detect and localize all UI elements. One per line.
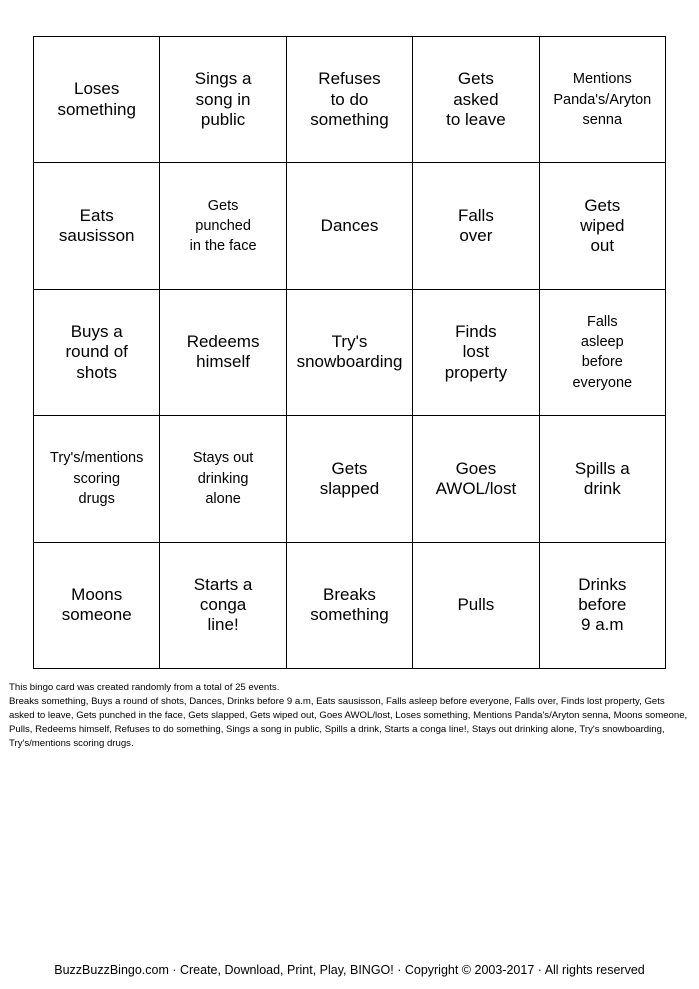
bingo-cell-r2-c1	[34, 163, 160, 289]
bingo-cell-r1-c5	[540, 37, 666, 163]
bingo-cell-r2-c2	[160, 163, 286, 289]
bingo-cell-text: Redeems himself	[186, 332, 260, 372]
bingo-cell-r5-c5	[540, 543, 666, 669]
site-footer: BuzzBuzzBingo.com · Create, Download, Print, Play, BINGO! · Copyright © 2003-2017 · All rights reserved	[54, 963, 645, 977]
bingo-cell-r1-c2	[160, 37, 286, 163]
bingo-cell-text: Sings a song in public	[194, 69, 252, 129]
footnote-events-list: Breaks something, Buys a round of shots, Dances, Drinks before 9 a.m, Eats sausisson, Falls asleep before everyone, Falls over, Finds lost property, Gets asked to leave, Gets punched in the face, Gets slapped, Gets wiped out, Goes AWOL/lost, Loses something, Mentions Panda's/Aryton senna, Moons someone, Pulls, Redeems himself, Refuses to do something, Sings a song in public, Spills a drink, Starts a conga line!, Stays out drinking alone, Try's snowboarding, Try's/mentions scoring drugs.	[9, 696, 688, 749]
bingo-cell-text: Eats sausisson	[58, 205, 135, 246]
bingo-cell-r3-c4	[413, 290, 539, 416]
bingo-cell-text: Refuses to do something	[310, 69, 389, 129]
bingo-cell-r4-c4	[413, 416, 539, 542]
bingo-cell-r3-c1	[34, 290, 160, 416]
bingo-cell-r3-c3	[287, 290, 413, 416]
bingo-cell-text: Breaks something	[310, 584, 389, 625]
bingo-cell-text: Pulls	[457, 595, 495, 615]
bingo-cell-text: Moons someone	[61, 584, 132, 625]
bingo-cell-text: Finds lost property	[444, 321, 508, 382]
bingo-cell-text: Drinks before 9 a.m	[578, 574, 627, 635]
bingo-cell-text: Try's/mentions scoring drugs	[50, 450, 144, 508]
bingo-cell-r3-c2	[160, 290, 286, 416]
bingo-cell-r4-c3	[287, 416, 413, 542]
bingo-cell-r1-c4	[413, 37, 539, 163]
bingo-cell-r3-c5	[540, 290, 666, 416]
bingo-cell-text: Goes AWOL/lost	[435, 458, 517, 498]
bingo-cell-r4-c5	[540, 416, 666, 542]
bingo-cell-text: Starts a conga line!	[193, 574, 253, 635]
bingo-cell-r2-c5	[540, 163, 666, 289]
footnote-intro: This bingo card was created randomly from a total of 25 events.	[9, 682, 280, 693]
bingo-cell-text: Gets asked to leave	[446, 69, 506, 129]
bingo-card-grid	[33, 36, 666, 669]
bingo-cell-text: Try's snowboarding	[296, 332, 403, 372]
bingo-cell-r5-c2	[160, 543, 286, 669]
bingo-cell-text: Mentions Panda's/Aryton senna	[553, 71, 652, 128]
bingo-cell-r5-c1	[34, 543, 160, 669]
bingo-cell-r5-c4	[413, 543, 539, 669]
bingo-cell-r4-c1	[34, 416, 160, 542]
card-footnote	[9, 681, 689, 751]
bingo-cell-text: Falls over	[457, 205, 494, 246]
bingo-cell-text: Spills a drink	[574, 458, 630, 498]
bingo-cell-text: Gets slapped	[319, 458, 380, 498]
bingo-cell-text: Stays out drinking alone	[192, 450, 254, 508]
bingo-cell-text: Loses something	[57, 79, 136, 119]
bingo-cell-r4-c2	[160, 416, 286, 542]
bingo-cell-text: Buys a round of shots	[65, 321, 128, 382]
bingo-cell-r1-c1	[34, 37, 160, 163]
bingo-cell-r2-c3	[287, 163, 413, 289]
bingo-cell-text: Falls asleep before everyone	[572, 313, 633, 391]
bingo-cell-r2-c4	[413, 163, 539, 289]
bingo-cell-text: Gets wiped out	[580, 195, 625, 256]
bingo-cell-text: Dances	[320, 215, 379, 235]
bingo-cell-r1-c3	[287, 37, 413, 163]
bingo-cell-r5-c3	[287, 543, 413, 669]
bingo-cell-text: Gets punched in the face	[189, 197, 257, 255]
